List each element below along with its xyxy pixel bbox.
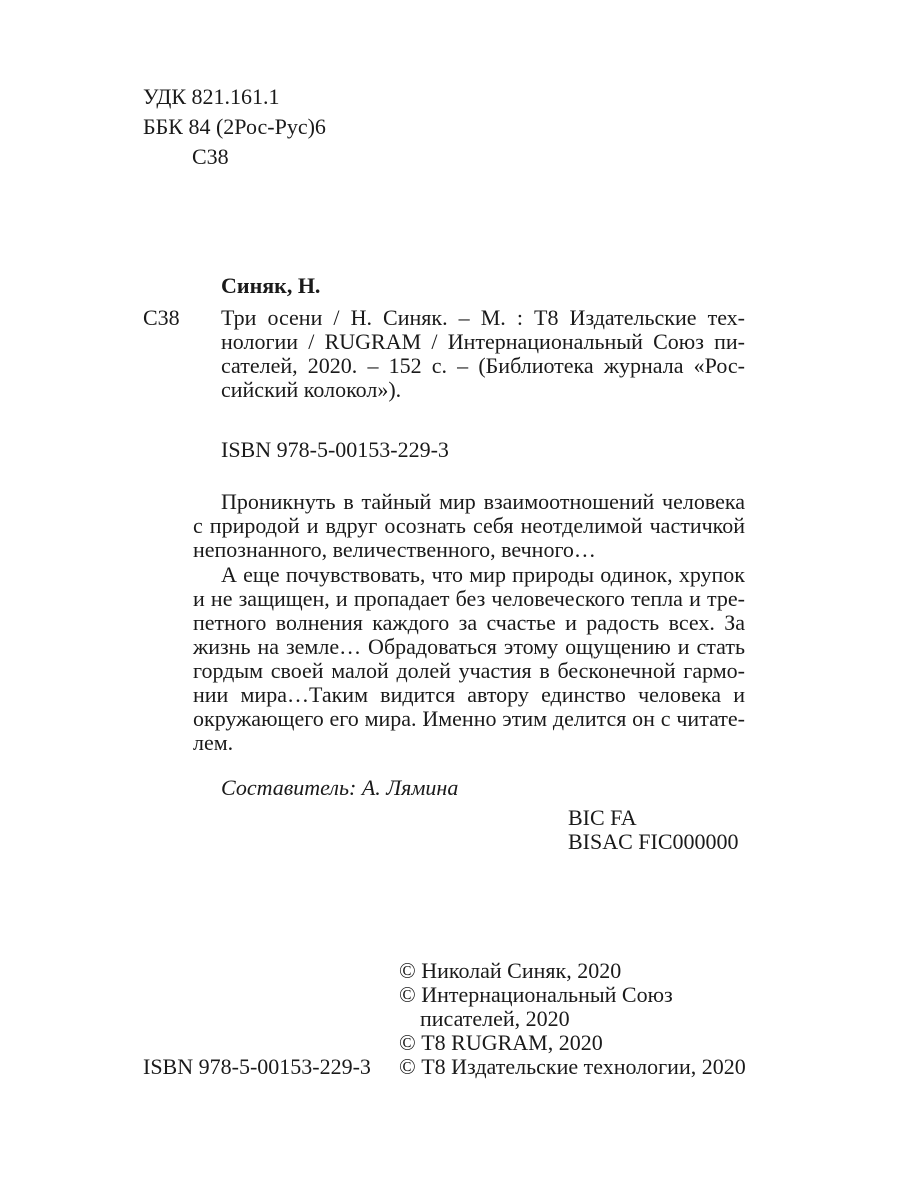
compiler-credit: Составитель: А. Лямина — [221, 775, 459, 800]
annotation-line: Проникнуть в тайный мир взаимоотношений человека — [221, 489, 745, 514]
bisac-code: BISAC FIC000000 — [568, 829, 739, 854]
annotation-line: окружающего его мира. Именно этим делится он с читате- — [193, 706, 745, 731]
annotation-line: гордым своей малой долей участия в бесконечной гармо- — [193, 658, 745, 683]
entry-isbn: ISBN 978-5-00153-229-3 — [221, 437, 449, 462]
annotation-line: жизнь на земле… Обрадоваться этому ощущению и стать — [193, 634, 745, 659]
annotation-line: А еще почувствовать, что мир природы одинок, хрупок — [221, 562, 745, 587]
entry-author: Синяк, Н. — [221, 273, 321, 298]
annotation-line: и не защищен, и пропадает без человеческого тепла и тре- — [193, 586, 745, 611]
bic-code: BIC FA — [568, 805, 637, 830]
annotation-line: с природой и вдруг осознать себя неотделимой частичкой — [193, 513, 745, 538]
annotation-line: непознанного, величественного, вечного… — [193, 537, 596, 562]
author-sign: С38 — [192, 144, 229, 169]
entry-sign: С38 — [143, 305, 180, 330]
bib-line: сийский колокол»). — [221, 377, 402, 402]
annotation-line: лем. — [193, 730, 234, 755]
copyright-block — [399, 959, 746, 1079]
bibliographic-description — [221, 306, 745, 402]
bib-line: Три осени / Н. Синяк. – М. : Т8 Издательские тех- — [221, 305, 745, 330]
bib-line: сателей, 2020. – 152 с. – (Библиотека журнала «Рос- — [221, 353, 745, 378]
copyright-line: © Т8 Издательские технологии, 2020 — [399, 1054, 746, 1079]
copyright-line: писателей, 2020 — [420, 1006, 570, 1031]
annotation-line: петного волнения каждого за счастье и радость всех. За — [193, 610, 745, 635]
bib-line: нологии / RUGRAM / Интернациональный Союз пи- — [221, 329, 745, 354]
copyright-line: © Т8 RUGRAM, 2020 — [399, 1030, 603, 1055]
copyright-line: © Николай Синяк, 2020 — [399, 958, 622, 983]
annotation-line: нии мира…Таким видится автору единство человека и — [193, 682, 745, 707]
annotation-paragraph-2 — [193, 563, 745, 755]
footer-isbn: ISBN 978-5-00153-229-3 — [143, 1054, 371, 1079]
bbk-code: ББК 84 (2Рос-Рус)6 — [143, 114, 326, 139]
udk-code: УДК 821.161.1 — [143, 84, 280, 109]
copyright-line: © Интернациональный Союз — [399, 982, 673, 1007]
annotation-paragraph-1 — [193, 490, 745, 562]
